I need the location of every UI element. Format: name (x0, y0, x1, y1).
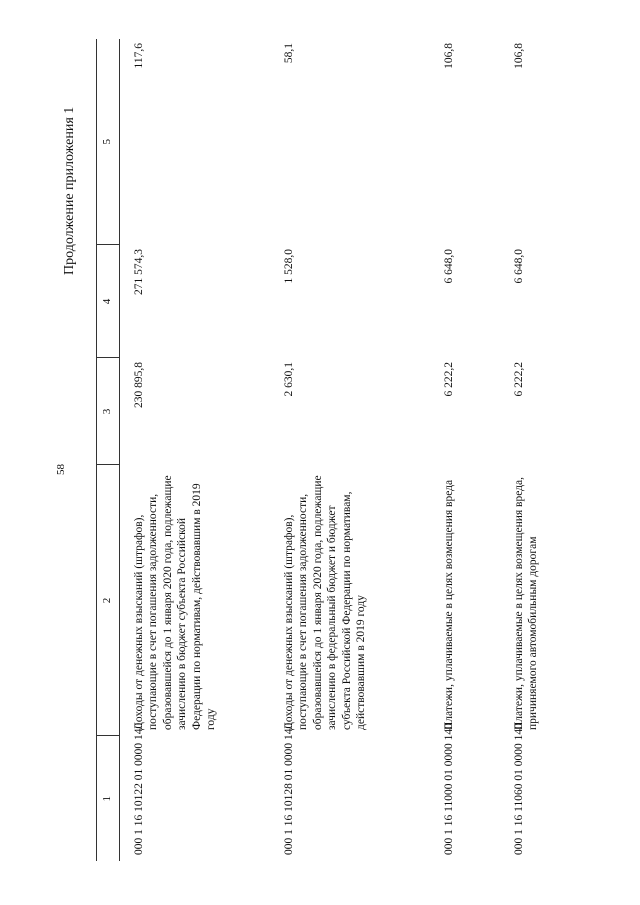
value-col-3: 6 222,2 (443, 362, 455, 397)
value-col-4: 1 528,0 (283, 249, 295, 284)
header-col-2: 2 (97, 465, 120, 736)
revenue-table (96, 39, 592, 861)
header-col-5: 5 (97, 39, 120, 245)
continuation-note: Продолжение приложения 1 (62, 106, 77, 275)
value-col-3: 2 630,1 (283, 362, 295, 397)
value-col-3: 230 895,8 (133, 362, 145, 408)
table-row (430, 39, 500, 861)
revenue-name: Платежи, уплачиваемые в целях возмещения вреда (443, 479, 455, 730)
revenue-name: Доходы от денежных взысканий (штрафов), поступающие в счет погашения задолженности, образовавшейся до 1 января 2020 года, подлежащие зачислению в федеральный бюджет и бюджет субъекта Российской Федерации по нормативам, действовавшим в 2019 году (283, 475, 367, 730)
table-row (120, 39, 271, 861)
budget-code: 000 1 16 11000 01 0000 140 (443, 723, 455, 855)
table-row (270, 39, 430, 861)
revenue-name: Платежи, уплачиваемые в целях возмещения вреда, причиняемого автомобильным дорогам (513, 477, 540, 730)
value-col-3: 6 222,2 (513, 362, 525, 397)
value-col-5: 106,8 (443, 43, 455, 69)
header-col-4: 4 (97, 245, 120, 358)
revenue-name: Доходы от денежных взысканий (штрафов), поступающие в счет погашения задолженности, образовавшейся до 1 января 2020 года, подлежащие зачислению в бюджет субъекта Российской Федерации по нормативам, действовавшим в 2019 году (133, 475, 217, 730)
header-col-3: 3 (97, 358, 120, 465)
value-col-5: 117,6 (133, 43, 145, 69)
budget-code: 000 1 16 10128 01 0000 140 (283, 722, 295, 855)
value-col-4: 6 648,0 (513, 249, 525, 284)
value-col-4: 6 648,0 (443, 249, 455, 284)
header-col-1: 1 (97, 736, 120, 861)
value-col-4: 271 574,3 (133, 249, 145, 295)
value-col-5: 58,1 (283, 43, 295, 64)
budget-code: 000 1 16 10122 01 0000 140 (133, 722, 145, 855)
table-header (97, 39, 120, 861)
table-row (500, 39, 592, 861)
value-col-5: 106,8 (513, 43, 525, 69)
page-number: 58 (55, 464, 67, 475)
budget-code: 000 1 16 11060 01 0000 140 (513, 723, 525, 855)
